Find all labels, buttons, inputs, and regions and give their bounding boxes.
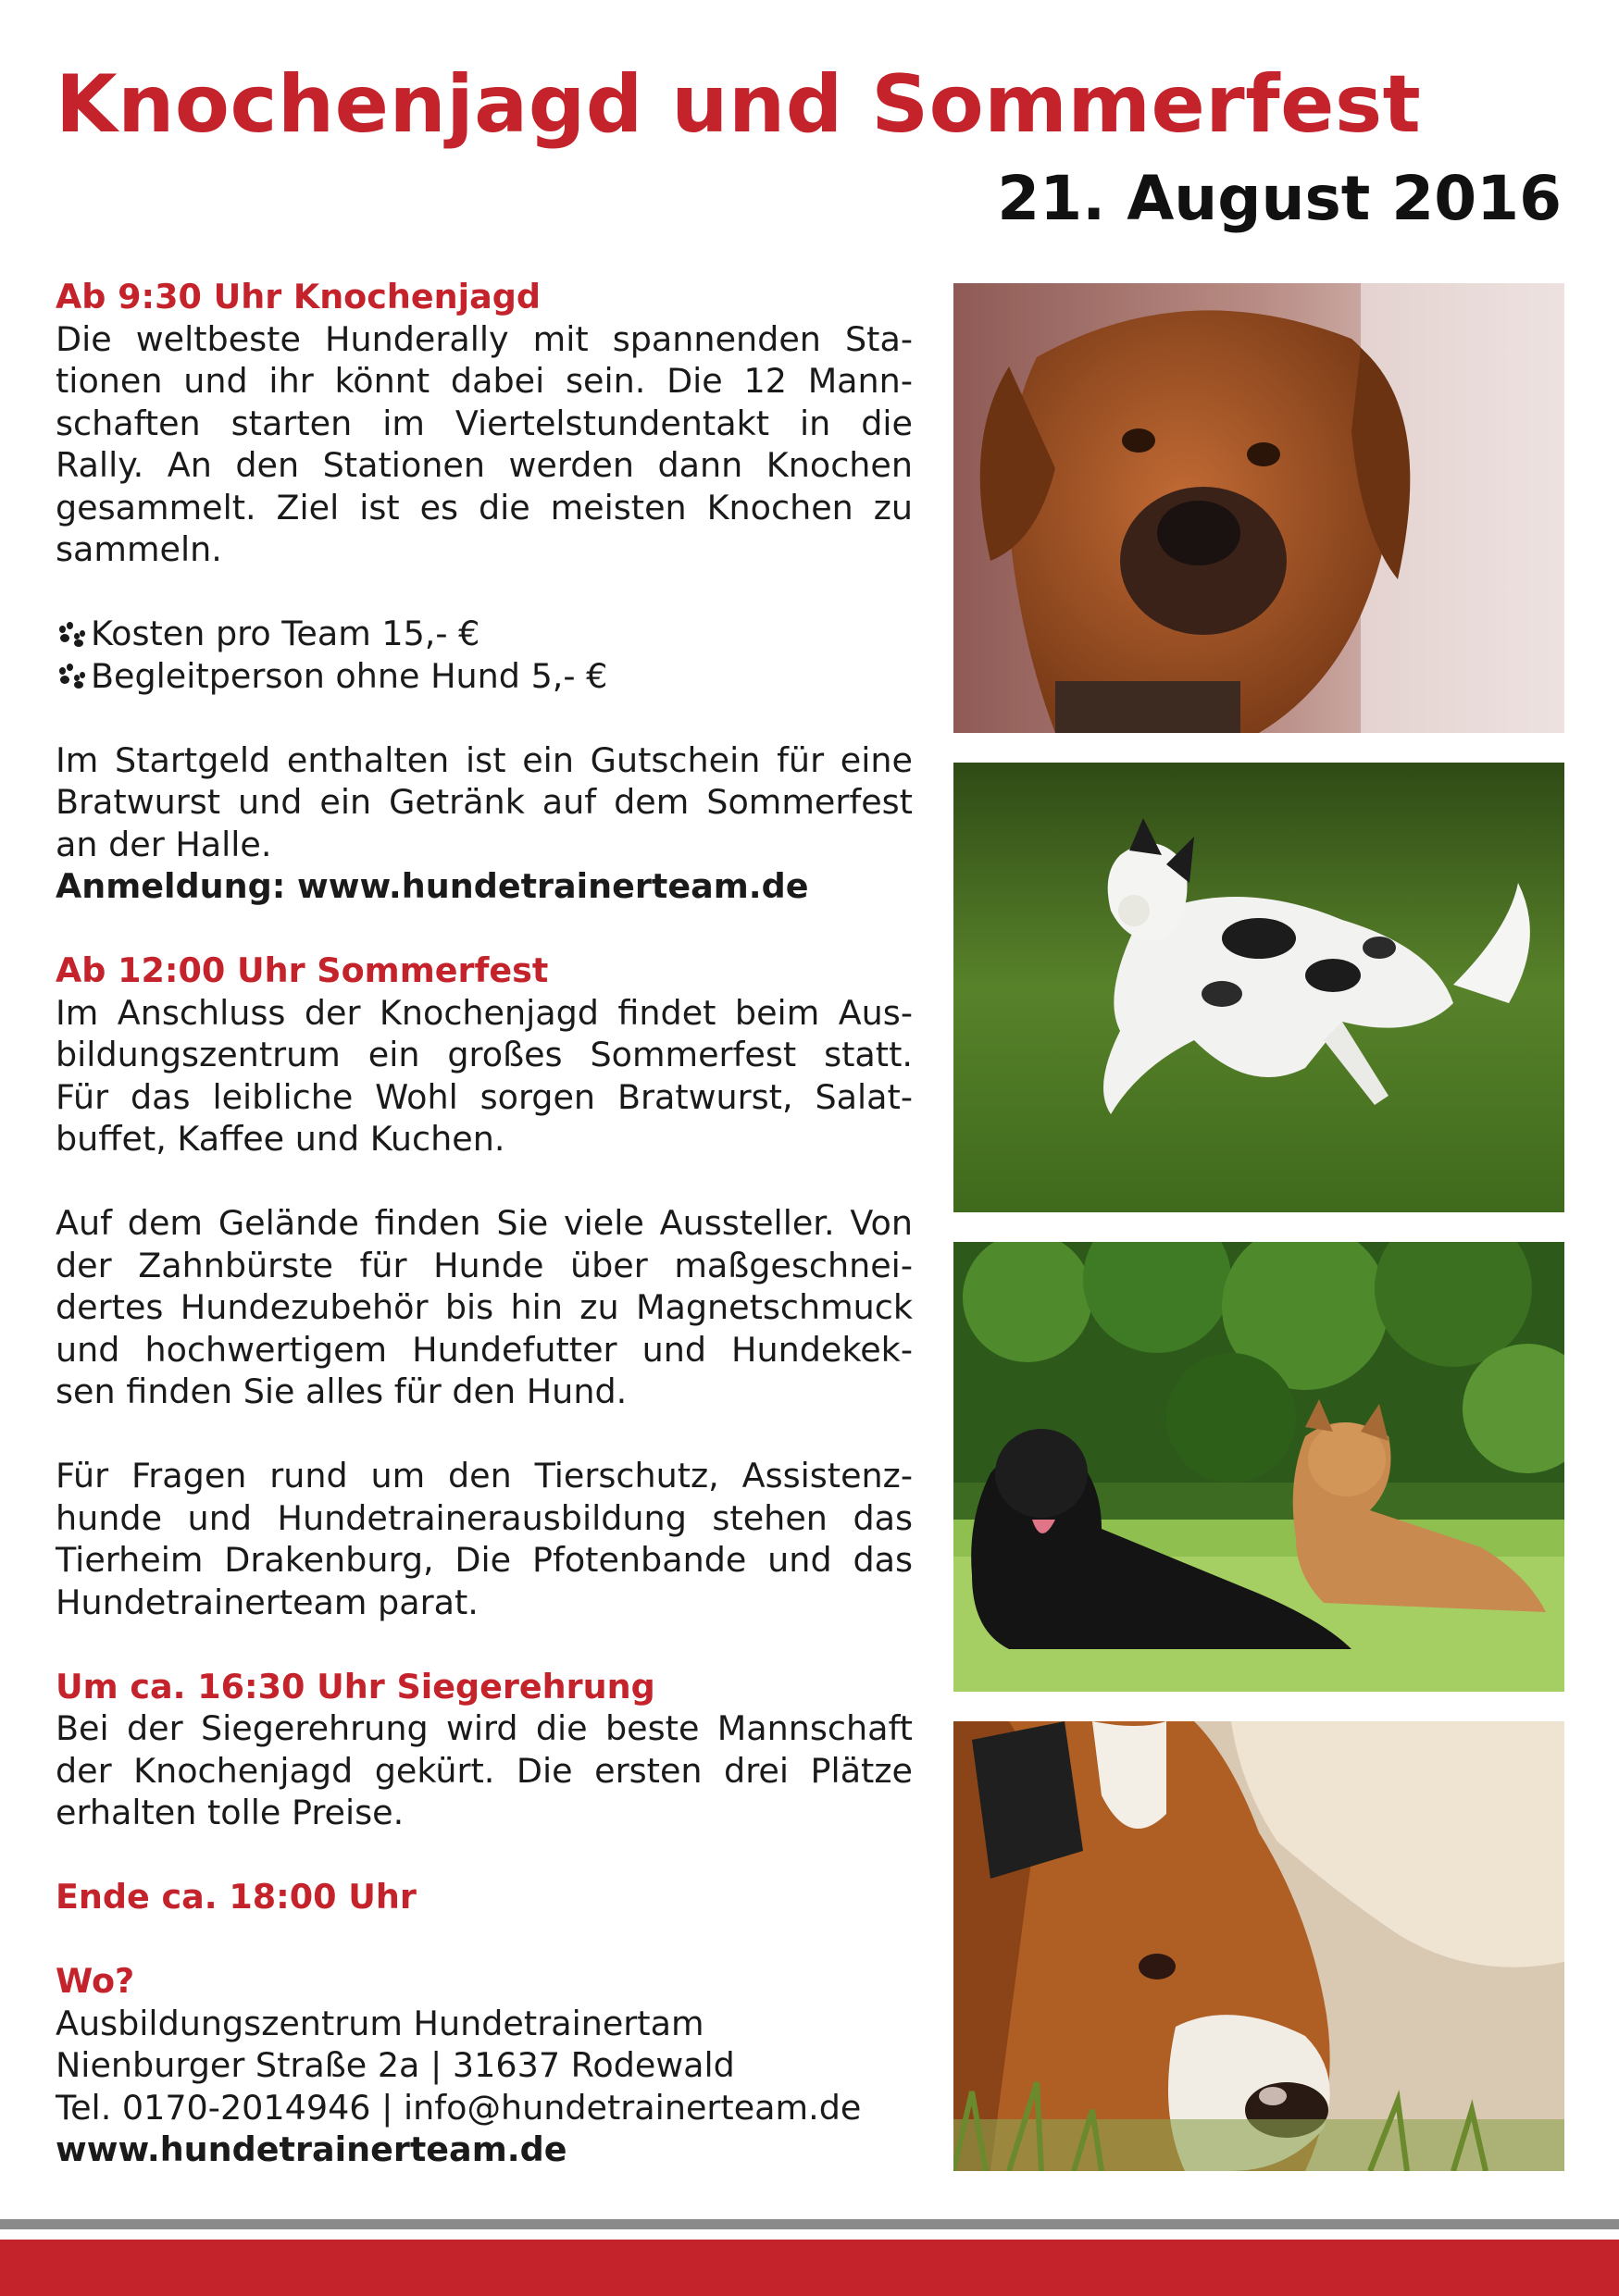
footer-band (0, 2240, 1619, 2296)
text-line: Für Fragen rund um den Tierschutz, Assistenz- (56, 1456, 913, 1496)
address-line: Nienburger Straße 2a | 31637 Rodewald (56, 2045, 735, 2085)
text-line: Für das leibliche Wohl sorgen Bratwurst, Salat- (56, 1076, 913, 1117)
text-line: der Zahnbürste für Hunde über maßgeschnei- (56, 1245, 913, 1285)
address-line: Ausbildungszentrum Hundetrainertam (56, 2003, 704, 2043)
heading-wo: Wo? (56, 1961, 135, 2001)
bullet-item (56, 613, 913, 655)
text-line: Tierheim Drakenburg, Die Pfotenbande und das (56, 1540, 913, 1580)
bullet-item (56, 655, 913, 698)
two-dogs-lying-photo (953, 1242, 1564, 1692)
text-line: Die weltbeste Hunderally mit spannenden Sta- (56, 318, 913, 359)
text-line: bildungszentrum ein großes Sommerfest statt. (56, 1035, 913, 1074)
text-line: und hochwertigem Hundefutter und Hundekek- (56, 1329, 913, 1370)
website-link[interactable]: www.hundetrainerteam.de (56, 2129, 567, 2169)
paw-icon (56, 620, 87, 648)
text-line: schaften starten im Viertelstundentakt in die (56, 403, 913, 443)
text-line: Bei der Siegerehrung wird die beste Mannschaft (56, 1708, 913, 1748)
text-line: buffet, Kaffee und Kuchen. (56, 1119, 505, 1159)
heading-sommerfest: Ab 12:00 Uhr Sommerfest (56, 950, 549, 990)
text-line: Rally. An den Stationen werden dann Knochen (56, 445, 913, 485)
text-line: erhalten tolle Preise. (56, 1793, 405, 1832)
paw-icon (56, 662, 87, 689)
text-line: der Knochenjagd gekürt. Die ersten drei Plätze (56, 1750, 913, 1791)
text-line: Bratwurst und ein Getränk auf dem Sommerfest (56, 782, 913, 822)
text-column (56, 276, 913, 2171)
footer-divider (0, 2219, 1619, 2229)
heading-knochenjagd: Ab 9:30 Uhr Knochenjagd (56, 277, 542, 316)
text-line: sammeln. (56, 529, 222, 569)
event-date: 21. August 2016 (997, 163, 1562, 234)
bullet-text: Begleitperson ohne Hund 5,- € (91, 655, 608, 696)
heading-ende: Ende ca. 18:00 Uhr (56, 1877, 417, 1917)
text-line: Hundetrainerteam parat. (56, 1582, 479, 1622)
running-dog-photo (953, 763, 1564, 1212)
text-line: gesammelt. Ziel ist es die meisten Knochen zu (56, 487, 913, 527)
text-line: Im Startgeld enthalten ist ein Gutschein für eine (56, 739, 913, 780)
contact-line: Tel. 0170-2014946 | info@hundetrainerteam.de (56, 2087, 862, 2128)
text-line: dertes Hundezubehör bis hin zu Magnetschmuck (56, 1287, 913, 1327)
registration-link[interactable]: Anmeldung: www.hundetrainerteam.de (56, 866, 809, 906)
text-line: tionen und ihr könnt dabei sein. Die 12 Mann- (56, 361, 913, 401)
text-line: an der Halle. (56, 824, 272, 864)
bullet-text: Kosten pro Team 15,- € (91, 614, 480, 653)
dog-portrait-photo (953, 283, 1564, 733)
text-line: sen finden Sie alles für den Hund. (56, 1371, 628, 1411)
page-title: Knochenjagd und Sommerfest (56, 58, 1422, 151)
text-line: Im Anschluss der Knochenjagd findet beim Aus- (56, 992, 913, 1033)
resting-dog-photo (953, 1721, 1564, 2171)
heading-siegerehrung: Um ca. 16:30 Uhr Siegerehrung (56, 1666, 655, 1706)
text-line: hunde und Hundetrainerausbildung stehen das (56, 1497, 913, 1538)
text-line: Auf dem Gelände finden Sie viele Aussteller. Von (56, 1203, 913, 1243)
